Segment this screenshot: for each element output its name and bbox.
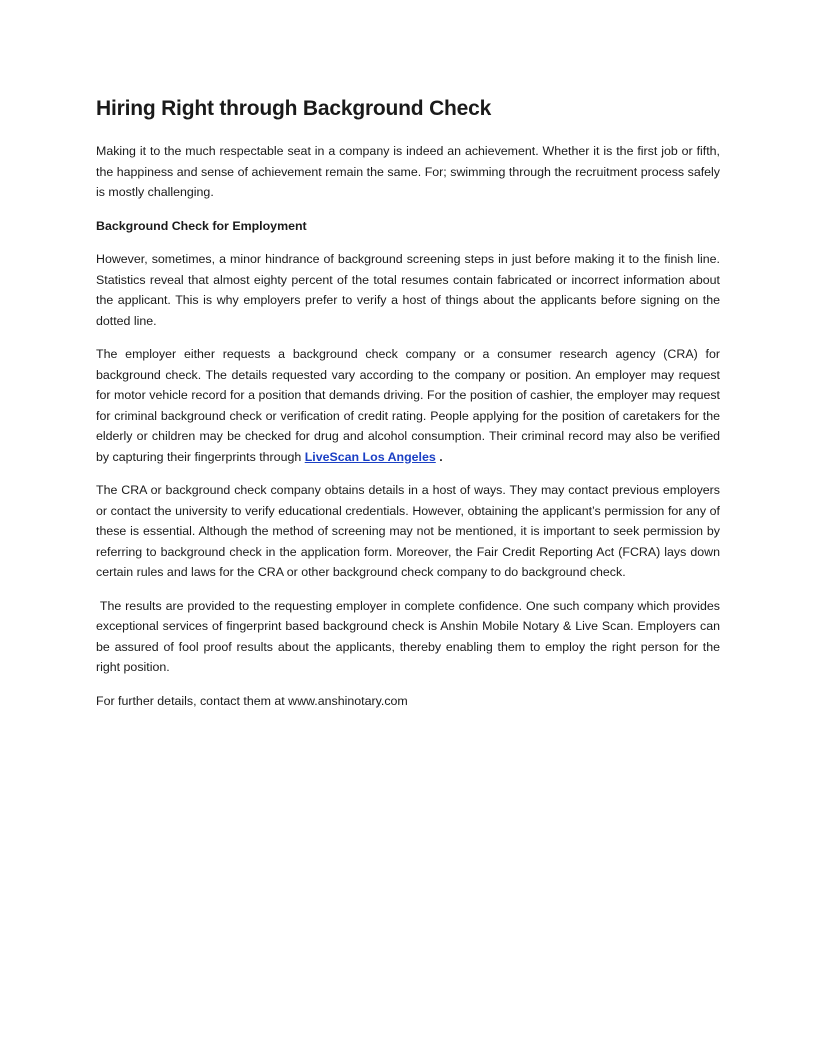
section-heading: Background Check for Employment — [96, 218, 307, 233]
livescan-los-angeles-link[interactable]: LiveScan Los Angeles — [304, 449, 436, 464]
paragraph-employer-requests-end: . — [435, 449, 443, 464]
closing-contact: For further details, contact them at www.anshinotary.com — [96, 693, 408, 708]
paragraph-employer-requests-text: The employer either requests a background check company or a consumer research agency (CRA) for background check. The details requested vary according to the company or position. An employer may request for motor vehicle record for a position that demands driving. For the position of cashier, the employer may request for criminal background check or verification of credit rating. People applying for the position of caretakers for the elderly or children may be checked for drug and alcohol consumption. Their criminal record may also be verified by capturing their fingerprints through — [96, 347, 720, 464]
paragraph-employer-requests — [96, 344, 720, 467]
document-page — [96, 96, 720, 724]
document-title: Hiring Right through Background Check — [96, 97, 492, 120]
paragraph-cra-details: The CRA or background check company obtains details in a host of ways. They may contact previous employers or contact the university to verify educational credentials. However, obtaining the applicant’s permission for any of these is essential. Although the method of screening may not be mentioned, it is important to seek permission by referring to background check in the application form. Moreover, the Fair Credit Reporting Act (FCRA) lays down certain rules and laws for the CRA or other background check company to do background check. — [96, 483, 720, 580]
paragraph-hindrance: However, sometimes, a minor hindrance of background screening steps in just before making it to the finish line. Statistics reveal that almost eighty percent of the total resumes contain fabricated or incorrect information about the applicant. This is why employers prefer to verify a host of things about the applicants before signing on the dotted line. — [96, 252, 720, 328]
paragraph-results: The results are provided to the requesting employer in complete confidence. One such company which provides exceptional services of fingerprint based background check is Anshin Mobile Notary & Live Scan. Employers can be assured of fool proof results about the applicants, thereby enabling them to employ the right person for the right position. — [96, 598, 720, 675]
intro-paragraph: Making it to the much respectable seat in a company is indeed an achievement. Whether it is the first job or fifth, the happiness and sense of achievement remain the same. For; swimming through the recruitment process safely is mostly challenging. — [96, 144, 720, 200]
